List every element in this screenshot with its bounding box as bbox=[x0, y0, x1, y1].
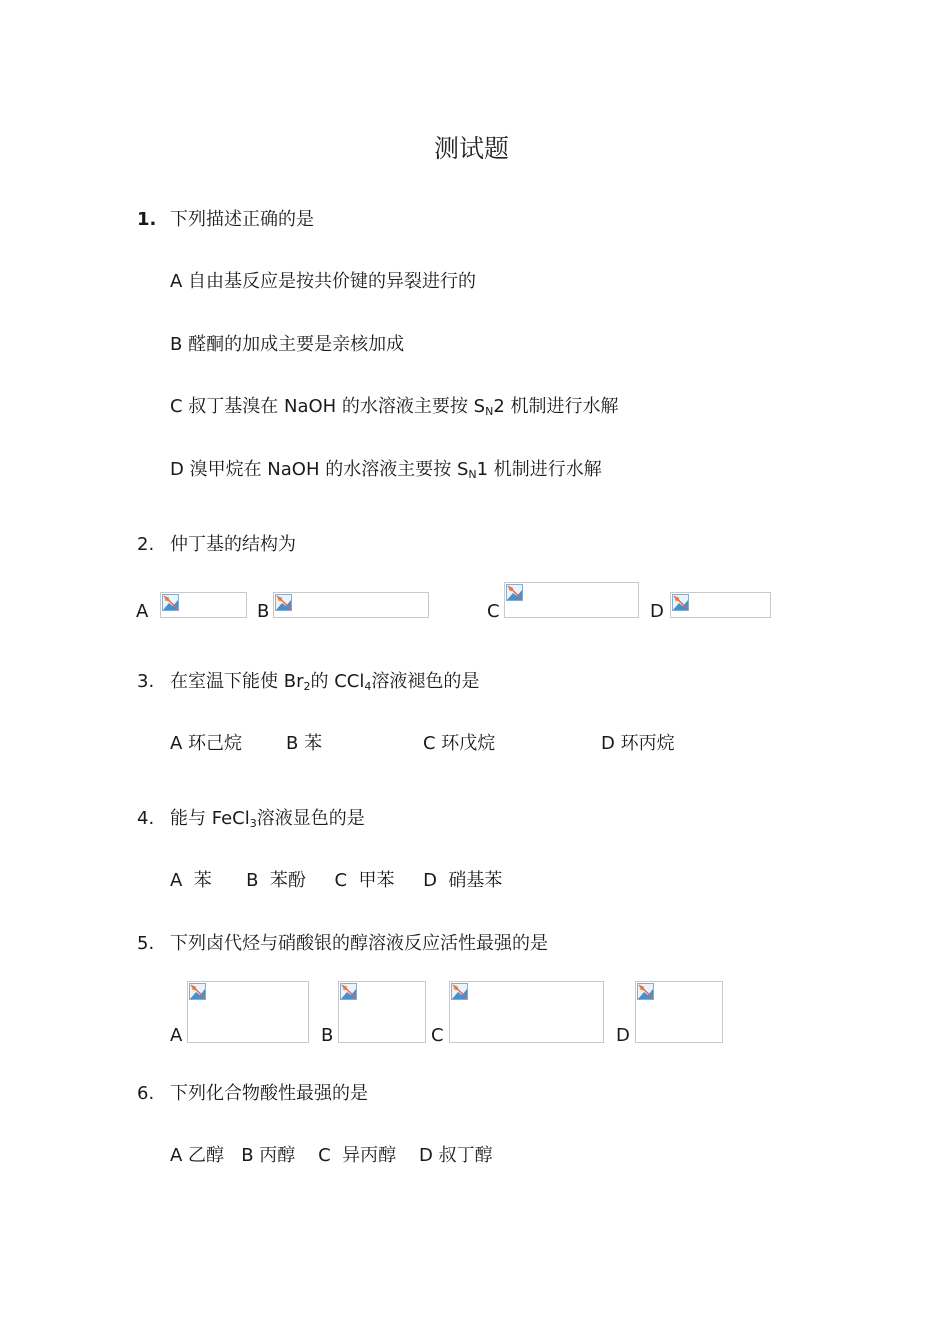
question-3-option-a: A 环己烷 bbox=[170, 733, 243, 754]
question-2-stem: 仲丁基的结构为 bbox=[170, 534, 296, 555]
broken-image-icon bbox=[672, 594, 689, 611]
stem-text: 溶液褪色的是 bbox=[371, 671, 480, 692]
question-4-stem bbox=[170, 810, 365, 828]
question-2-image-b bbox=[273, 592, 429, 618]
question-3-stem bbox=[170, 673, 479, 691]
page-title: 测试题 bbox=[434, 134, 510, 163]
stem-subscript: 4 bbox=[364, 680, 372, 693]
question-3-number: 3. bbox=[137, 671, 155, 692]
broken-image-icon bbox=[451, 983, 468, 1000]
option-d-text-end: 1 机制进行水解 bbox=[476, 459, 602, 480]
question-6-number: 6. bbox=[137, 1083, 155, 1104]
question-5-label-b: B bbox=[321, 1025, 334, 1046]
question-5-label-d: D bbox=[616, 1025, 630, 1046]
question-2-image-a bbox=[160, 592, 247, 618]
question-2-label-a: A bbox=[136, 601, 149, 622]
question-4-options: A 苯 B 苯酚 C 甲苯 D 硝基苯 bbox=[170, 870, 503, 891]
question-1-option-d bbox=[170, 461, 602, 479]
question-5-stem: 下列卤代烃与硝酸银的醇溶液反应活性最强的是 bbox=[170, 933, 548, 954]
broken-image-icon bbox=[340, 983, 357, 1000]
broken-image-icon bbox=[506, 584, 523, 601]
stem-text: 能与 FeCl bbox=[170, 808, 250, 829]
broken-image-icon bbox=[162, 594, 179, 611]
option-c-text: C 叔丁基溴在 NaOH 的水溶液主要按 S bbox=[170, 396, 486, 417]
question-5-image-b bbox=[338, 981, 426, 1043]
question-5-number: 5. bbox=[137, 933, 155, 954]
option-d-text: D 溴甲烷在 NaOH 的水溶液主要按 S bbox=[170, 459, 469, 480]
stem-subscript: 2 bbox=[303, 680, 311, 693]
question-2-label-c: C bbox=[487, 601, 500, 622]
option-c-subscript: N bbox=[485, 405, 494, 418]
question-2-label-b: B bbox=[257, 601, 270, 622]
stem-subscript: 3 bbox=[249, 817, 257, 830]
question-2-image-d bbox=[670, 592, 771, 618]
broken-image-icon bbox=[189, 983, 206, 1000]
question-2-number: 2. bbox=[137, 534, 155, 555]
question-1-option-a: A 自由基反应是按共价键的异裂进行的 bbox=[170, 271, 477, 292]
question-5-image-d bbox=[635, 981, 723, 1043]
option-d-subscript: N bbox=[468, 468, 477, 481]
question-1-stem: 下列描述正确的是 bbox=[170, 209, 314, 230]
question-5-label-a: A bbox=[170, 1025, 183, 1046]
question-5-image-c bbox=[449, 981, 604, 1043]
question-3-option-d: D 环丙烷 bbox=[601, 733, 675, 754]
option-c-text-end: 2 机制进行水解 bbox=[493, 396, 619, 417]
question-6-stem: 下列化合物酸性最强的是 bbox=[170, 1083, 368, 1104]
broken-image-icon bbox=[275, 594, 292, 611]
question-3-option-c: C 环戊烷 bbox=[423, 733, 496, 754]
stem-text: 的 CCl bbox=[310, 671, 365, 692]
stem-text: 在室温下能使 Br bbox=[170, 671, 304, 692]
question-1-number: 1. bbox=[137, 209, 157, 230]
question-2-image-c bbox=[504, 582, 639, 618]
question-4-number: 4. bbox=[137, 808, 155, 829]
question-5-image-a bbox=[187, 981, 309, 1043]
question-5-label-c: C bbox=[431, 1025, 444, 1046]
question-2-label-d: D bbox=[650, 601, 664, 622]
question-3-option-b: B 苯 bbox=[286, 733, 323, 754]
question-1-option-b: B 醛酮的加成主要是亲核加成 bbox=[170, 334, 405, 355]
broken-image-icon bbox=[637, 983, 654, 1000]
question-6-options: A 乙醇 B 丙醇 C 异丙醇 D 叔丁醇 bbox=[170, 1145, 493, 1166]
question-1-option-c bbox=[170, 398, 619, 416]
stem-text: 溶液显色的是 bbox=[256, 808, 365, 829]
